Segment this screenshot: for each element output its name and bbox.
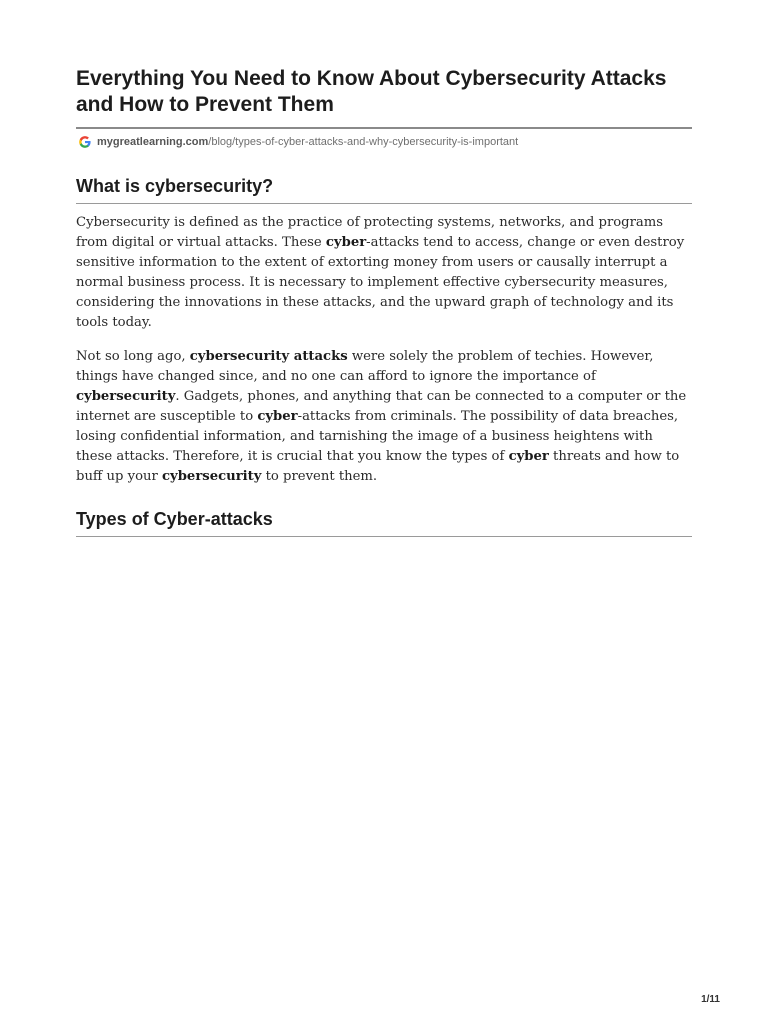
- section-divider: [76, 536, 692, 537]
- paragraph-text: to prevent them.: [261, 469, 378, 484]
- bold-term: cyber: [325, 235, 367, 250]
- page-counter: 1/11: [701, 994, 720, 1005]
- section-heading-types-of-cyber-attacks: Types of Cyber-attacks: [76, 509, 273, 529]
- source-path[interactable]: /blog/types-of-cyber-attacks-and-why-cybersecurity-is-important: [208, 136, 519, 148]
- section-heading-what-is-cybersecurity: What is cybersecurity?: [76, 176, 274, 196]
- bold-term: cyber: [508, 449, 549, 464]
- paragraph-text: were solely the problem of techies. However, things have changed since, and no one can afford to ignore the importance of: [76, 349, 654, 384]
- paragraph-text: Not so long ago,: [76, 349, 190, 364]
- paragraph-definition: [76, 213, 692, 333]
- google-g-icon: [78, 135, 92, 149]
- section-divider: [76, 203, 692, 204]
- bold-term: cybersecurity attacks: [189, 349, 348, 364]
- source-link[interactable]: [76, 135, 692, 149]
- paragraph-text: -attacks from criminals. The possibility of data breaches, losing confidential information, and tarnishing the image of a business heightens with these attacks. Therefore, it is crucial that you know the types of: [76, 409, 679, 464]
- bold-term: cybersecurity: [162, 469, 262, 484]
- paragraph-text: . Gadgets, phones, and anything that can be connected to a computer or the internet are susceptible to: [76, 389, 687, 424]
- paragraph-text: Cybersecurity is defined as the practice of protecting systems, networks, and programs from digital or virtual attacks. These: [76, 215, 664, 250]
- paragraph-importance: [76, 347, 692, 487]
- article-title: Everything You Need to Know About Cybersecurity Attacks and How to Prevent Them: [76, 67, 667, 116]
- paragraph-text: -attacks tend to access, change or even destroy sensitive information to the extent of extorting money from users or causally interrupt a normal business process. It is necessary to implement effective cybersecurity measures, considering the innovations in these attacks, and the upward graph of technology and its tools today.: [76, 235, 685, 330]
- bold-term: cybersecurity: [76, 389, 176, 404]
- source-domain[interactable]: mygreatlearning.com: [97, 136, 209, 148]
- title-divider: [76, 127, 692, 129]
- bold-term: cyber: [257, 409, 298, 424]
- article-page: [76, 62, 692, 537]
- paragraph-text: threats and how to buff up your: [76, 449, 680, 484]
